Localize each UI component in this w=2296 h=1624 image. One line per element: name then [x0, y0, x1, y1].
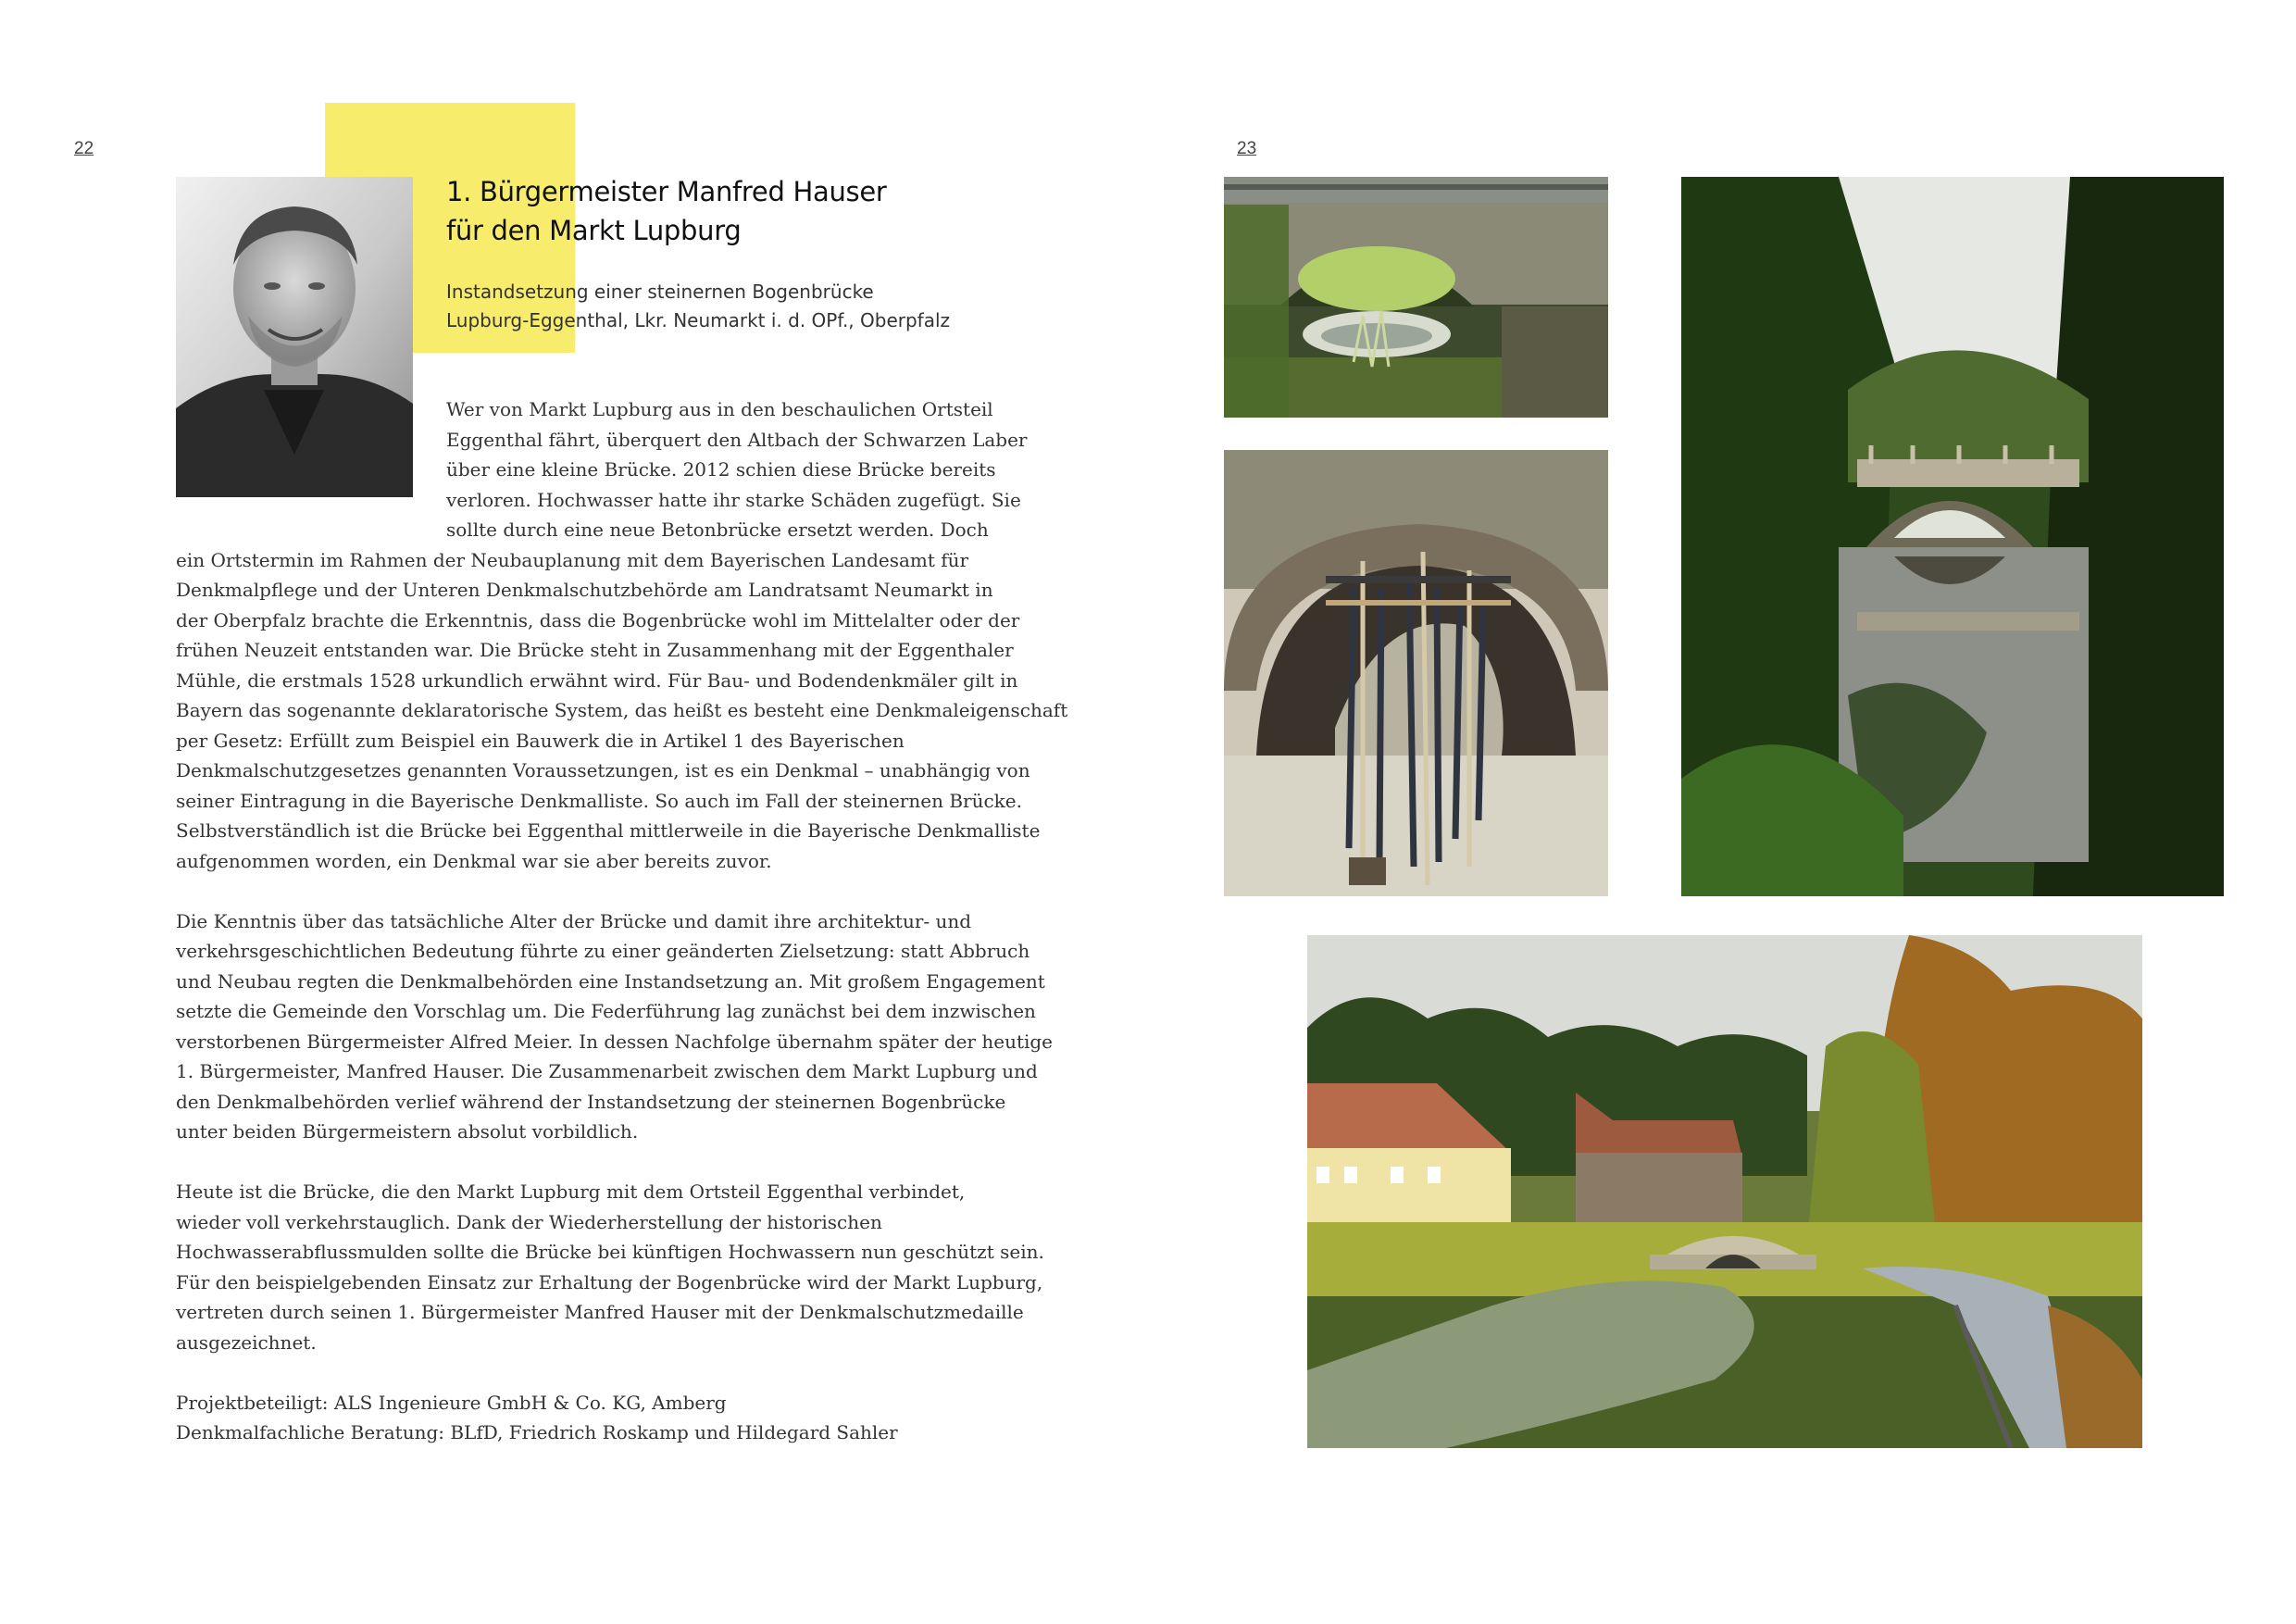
paragraph-gap — [176, 1147, 1014, 1178]
page-number-left: 22 — [74, 139, 94, 158]
article-title — [446, 172, 887, 250]
body-line: Denkmalpflege und der Unteren Denkmalschutzbehörde am Landratsamt Neumarkt in — [176, 579, 993, 601]
title-line-1: 1. Bürgermeister Manfred Hauser — [446, 176, 887, 207]
body-line: Die Kenntnis über das tatsächliche Alter der Brücke und damit ihre architektur- und — [176, 909, 972, 932]
river-photo — [1681, 177, 2224, 896]
body-line: Eggenthal fährt, überquert den Altbach der Schwarzen Laber — [446, 428, 1028, 451]
body-line: Für den beispielgebenden Einsatz zur Erhaltung der Bogenbrücke wird der Markt Lupburg, — [176, 1270, 1043, 1293]
body-line: über eine kleine Brücke. 2012 schien diese Brücke bereits — [446, 458, 996, 481]
title-line-2: für den Markt Lupburg — [446, 215, 742, 246]
body-line: vertreten durch seinen 1. Bürgermeister Manfred Hauser mit der Denkmalschutzmedaille — [176, 1301, 1024, 1323]
body-line: 1. Bürgermeister, Manfred Hauser. Die Zusammenarbeit zwischen dem Markt Lupburg und — [176, 1060, 1038, 1082]
body-line: per Gesetz: Erfüllt zum Beispiel ein Bauwerk die in Artikel 1 des Bayerischen — [176, 729, 905, 752]
subtitle-line-2: Lupburg-Eggenthal, Lkr. Neumarkt i. d. OPf., Oberpfalz — [446, 309, 951, 331]
body-line: den Denkmalbehörden verlief während der Instandsetzung der steinernen Bogenbrücke — [176, 1090, 1006, 1113]
bridge-photo — [1224, 177, 1608, 418]
page-number-right: 23 — [1237, 139, 1257, 158]
body-line: wieder voll verkehrstauglich. Dank der Wiederherstellung der historischen — [176, 1210, 882, 1233]
article-body — [176, 394, 1068, 1448]
body-line: unter beiden Bürgermeistern absolut vorbildlich. — [176, 1120, 639, 1143]
subtitle-line-1: Instandsetzung einer steinernen Bogenbrücke — [446, 281, 874, 303]
body-line: Bayern das sogenannte deklaratorische System, das heißt es besteht eine Denkmaleigenschaft — [176, 699, 1068, 721]
article-subtitle — [446, 278, 950, 335]
body-line: Projektbeteiligt: ALS Ingenieure GmbH & Co. KG, Amberg — [176, 1391, 727, 1414]
body-line: aufgenommen worden, ein Denkmal war sie aber bereits zuvor. — [176, 849, 772, 872]
body-line: Heute ist die Brücke, die den Markt Lupburg mit dem Ortsteil Eggenthal verbindet, — [176, 1181, 966, 1203]
body-line: ausgezeichnet. — [176, 1330, 317, 1354]
paragraph-gap — [176, 876, 1014, 906]
body-line: verkehrsgeschichtlichen Bedeutung führte zu einer geänderten Zielsetzung: statt Abbruch — [176, 940, 1030, 962]
body-line: verstorbenen Bürgermeister Alfred Meier. In dessen Nachfolge übernahm später der heutige — [176, 1030, 1054, 1053]
body-line: verloren. Hochwasser hatte ihr starke Schäden zugefügt. Sie — [446, 488, 1021, 511]
landscape-photo — [1307, 935, 2142, 1448]
body-line: ein Ortstermin im Rahmen der Neubauplanung mit dem Bayerischen Landesamt für — [176, 548, 969, 571]
body-line: Selbstverständlich ist die Brücke bei Eggenthal mittlerweile in die Bayerische Denkmalliste — [176, 819, 1041, 842]
body-line: setzte die Gemeinde den Vorschlag um. Die Federführung lag zunächst bei dem inzwischen — [176, 1000, 1036, 1022]
body-line: Wer von Markt Lupburg aus in den beschaulichen Ortsteil — [446, 398, 993, 420]
body-line: Denkmalfachliche Beratung: BLfD, Friedrich Roskamp und Hildegard Sahler — [176, 1421, 898, 1443]
body-line: Mühle, die erstmals 1528 urkundlich erwähnt wird. Für Bau- und Bodendenkmäler gilt in — [176, 668, 1018, 692]
body-line: Denkmalschutzgesetzes genannten Voraussetzungen, ist es ein Denkmal – unabhängig von — [176, 759, 1030, 781]
body-line: seiner Eintragung in die Bayerische Denkmalliste. So auch im Fall der steinernen Brücke. — [176, 789, 1022, 812]
body-line: und Neubau regten die Denkmalbehörden eine Instandsetzung an. Mit großem Engagement — [176, 969, 1045, 993]
scaffold-photo — [1224, 450, 1608, 896]
body-line: Hochwasserabflussmulden sollte die Brücke bei künftigen Hochwassern nun geschützt sein. — [176, 1241, 1044, 1263]
body-line: der Oberpfalz brachte die Erkenntnis, dass die Bogenbrücke wohl im Mittelalter oder der — [176, 608, 1020, 631]
paragraph-gap — [176, 1357, 1014, 1388]
body-line: frühen Neuzeit entstanden war. Die Brücke steht in Zusammenhang mit der Eggenthaler — [176, 639, 1014, 661]
body-line: sollte durch eine neue Betonbrücke ersetzt werden. Doch — [446, 518, 989, 541]
